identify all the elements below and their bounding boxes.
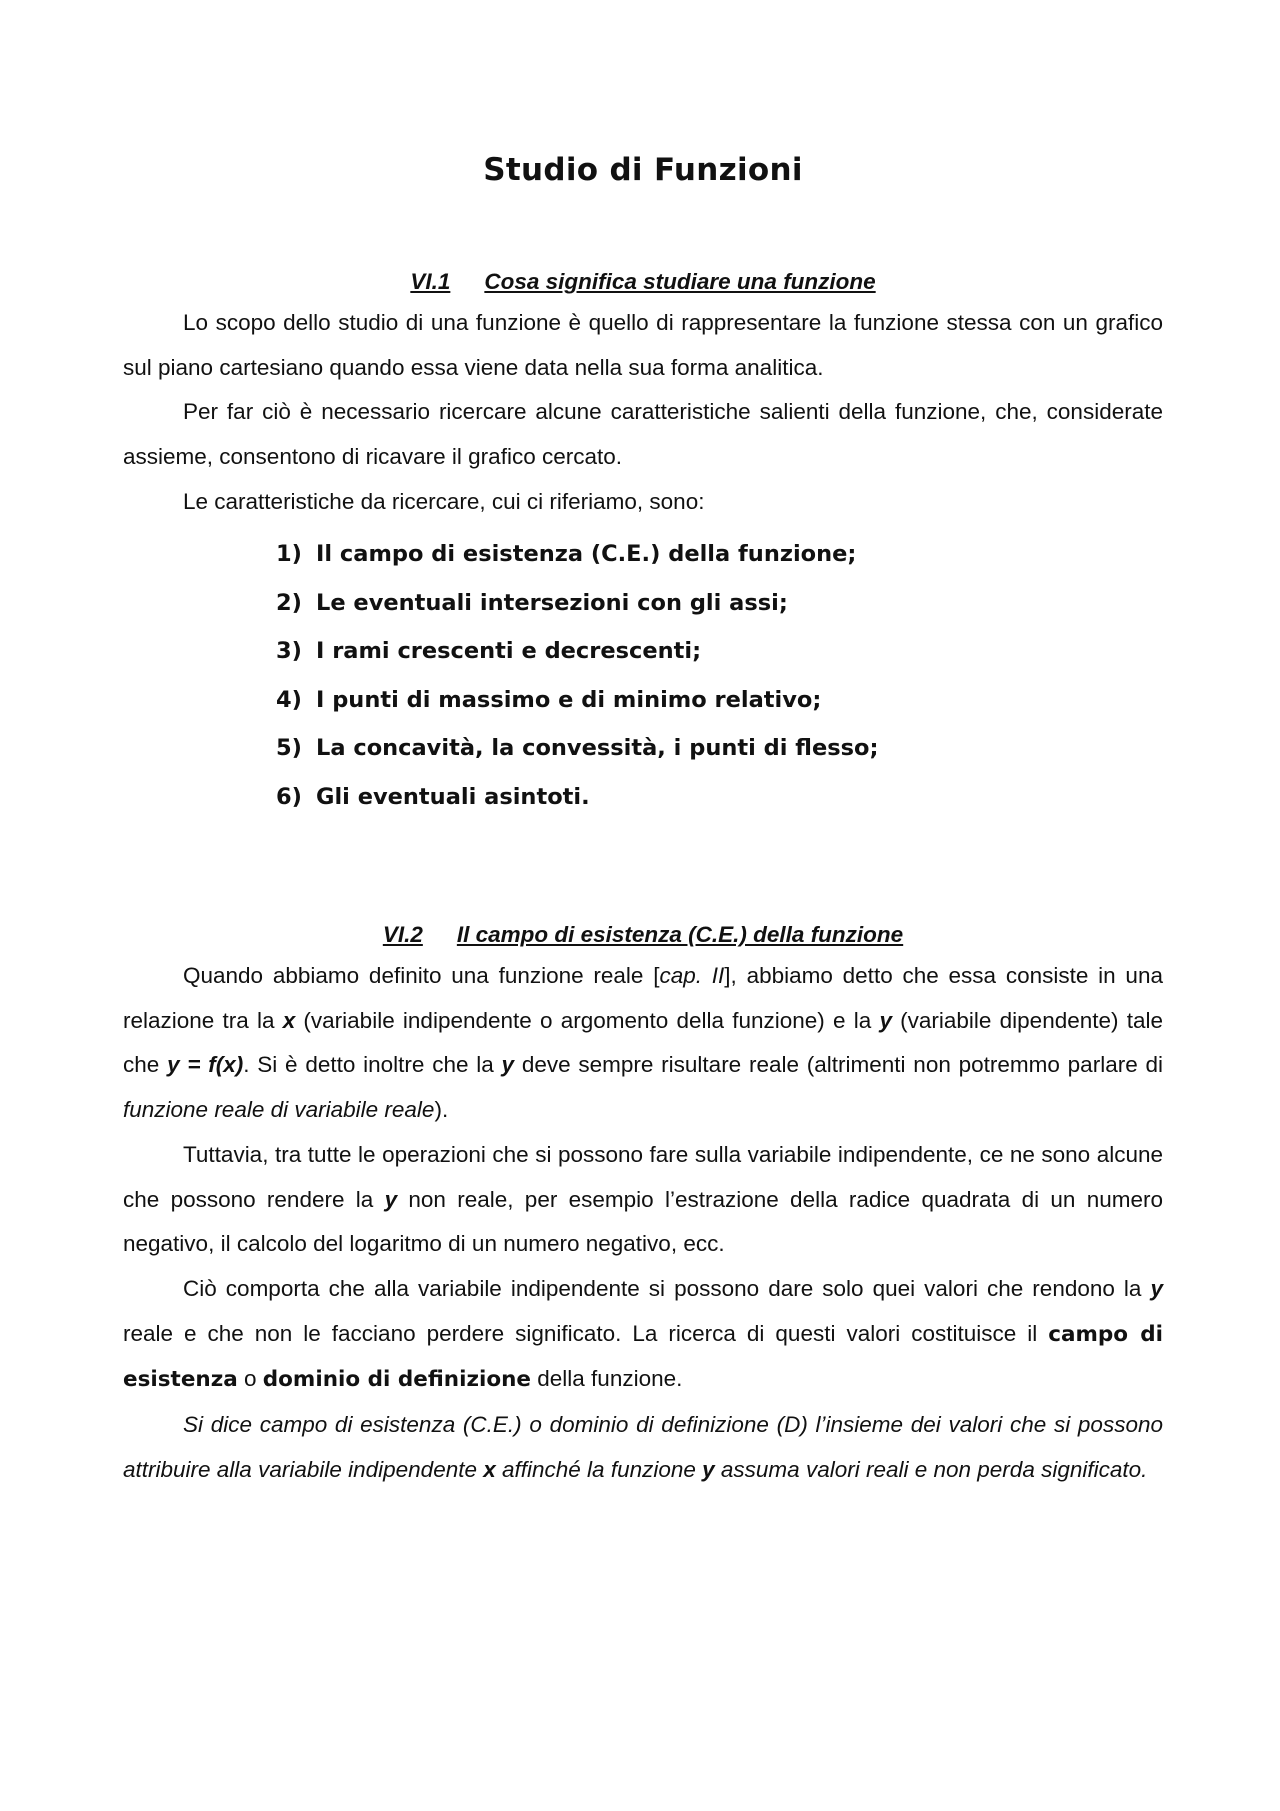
section-2-number: VI.2: [382, 922, 423, 947]
list-item: 2) Le eventuali intersezioni con gli assi;: [276, 589, 788, 616]
section-1-heading: [123, 264, 1163, 300]
section-1-paragraph-2: Per far ciò è necessario ricercare alcune caratteristiche salienti della funzione, che, considerate assieme, consentono di ricavare il grafico cercato.: [123, 399, 1163, 470]
study-steps-list: [276, 530, 879, 822]
section-2-title: Il campo di esistenza (C.E.) della funzione: [456, 922, 904, 947]
section-2: [123, 917, 1163, 1492]
section-2-paragraph-3: Ciò comporta che alla variabile indipendente si possono dare solo quei valori che rendono la y reale e che non le facciano perdere significato. La ricerca di questi valori costituisce il campo di esistenza o dominio di definizione della funzione.: [123, 1275, 1163, 1393]
list-item: 1) Il campo di esistenza (C.E.) della funzione;: [276, 541, 857, 567]
section-1-number: VI.1: [410, 269, 451, 294]
section-2-paragraph-1: Quando abbiamo definito una funzione reale [cap. II], abbiamo detto che essa consiste in una relazione tra la x (variabile indipendente o argomento della funzione) e la y (variabile dipendente) tale che y = f(x). Si è detto inoltre che la y deve sempre risultare reale (altrimenti non potremmo parlare di funzione reale di variabile reale).: [123, 963, 1163, 1123]
section-2-heading: [123, 917, 1163, 953]
section-1-title: Cosa significa studiare una funzione: [484, 269, 876, 294]
definition-paragraph: Si dice campo di esistenza (C.E.) o dominio di definizione (D) l’insieme dei valori che si possono attribuire alla variabile indipendente x affinché la funzione y assuma valori reali e non perda significato.: [123, 1412, 1163, 1482]
list-item: 3) I rami crescenti e decrescenti;: [276, 638, 702, 665]
list-item: 5) La concavità, la convessità, i punti di flesso;: [276, 735, 879, 762]
section-1-paragraph-1: Lo scopo dello studio di una funzione è quello di rappresentare la funzione stessa con un grafico sul piano cartesiano quando essa viene data nella sua forma analitica.: [123, 310, 1163, 380]
document-title: Studio di Funzioni: [483, 152, 803, 188]
list-item: 4) I punti di massimo e di minimo relativo;: [276, 686, 822, 713]
list-item: 6) Gli eventuali asintoti.: [276, 783, 590, 810]
section-2-paragraph-2: Tuttavia, tra tutte le operazioni che si possono fare sulla variabile indipendente, ce ne sono alcune che possono rendere la y non reale, per esempio l’estrazione della radice quadrata di un numero negativo, il calcolo del logaritmo di un numero negativo, ecc.: [123, 1141, 1163, 1257]
section-1: [123, 264, 1163, 525]
section-1-paragraph-3: Le caratteristiche da ricercare, cui ci riferiamo, sono:: [183, 488, 705, 514]
